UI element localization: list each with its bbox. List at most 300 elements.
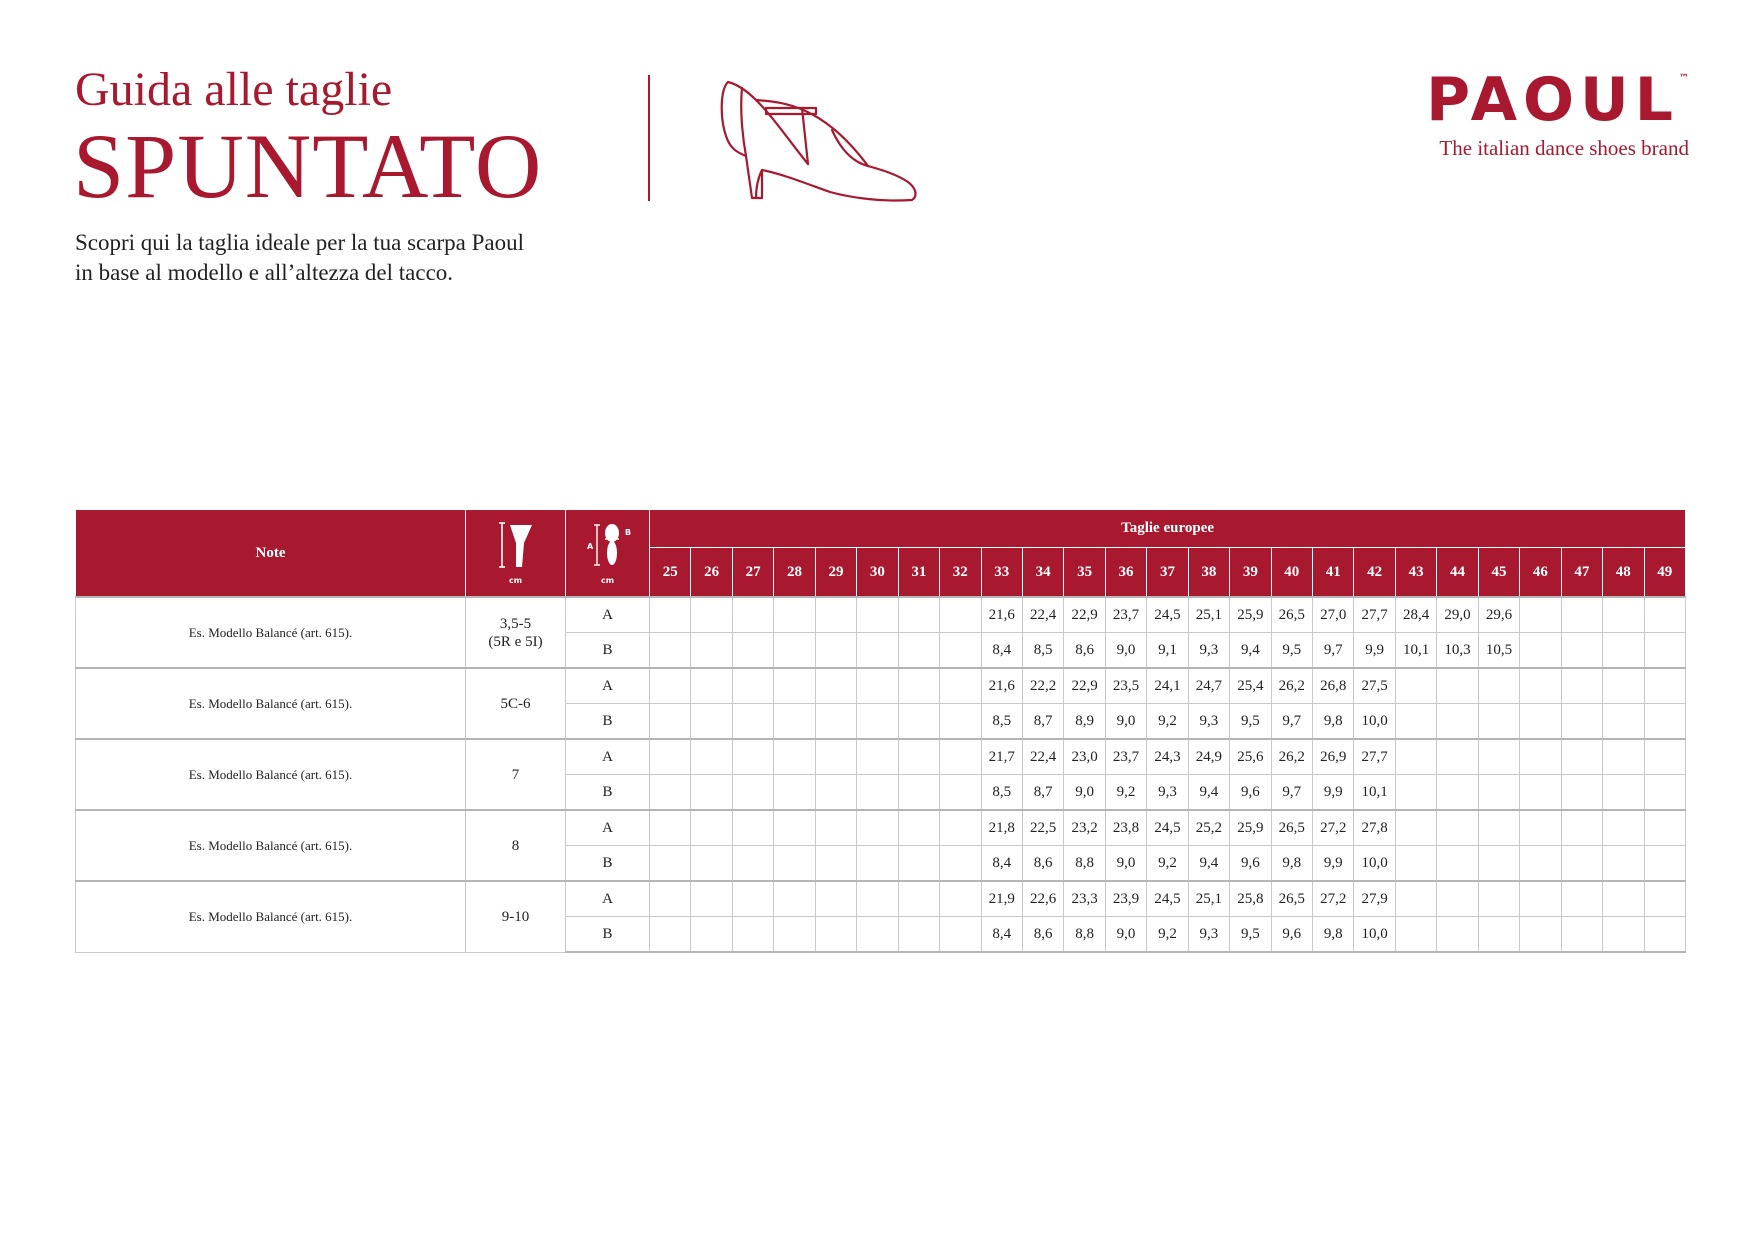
size-value-cell: 26,5: [1271, 597, 1312, 633]
size-value-cell: [1520, 775, 1561, 811]
size-value-cell: 25,1: [1188, 881, 1229, 917]
peep-toe-shoe-icon: [712, 78, 918, 204]
size-value-cell: 9,4: [1188, 775, 1229, 811]
size-value-cell: [857, 704, 898, 740]
size-value-cell: [691, 739, 732, 775]
size-value-cell: 28,4: [1395, 597, 1436, 633]
size-value-cell: 9,1: [1147, 633, 1188, 669]
size-value-cell: 9,3: [1188, 704, 1229, 740]
size-value-cell: [732, 810, 773, 846]
size-value-cell: 10,1: [1395, 633, 1436, 669]
size-value-cell: 9,6: [1230, 775, 1271, 811]
size-value-cell: 27,5: [1354, 668, 1395, 704]
size-value-cell: [1644, 846, 1686, 882]
size-value-cell: 21,6: [981, 668, 1022, 704]
size-value-cell: [650, 739, 691, 775]
size-value-cell: [1395, 846, 1436, 882]
size-value-cell: [774, 668, 815, 704]
size-value-cell: [1561, 704, 1602, 740]
size-value-cell: 21,7: [981, 739, 1022, 775]
size-value-cell: [857, 846, 898, 882]
size-value-cell: 24,3: [1147, 739, 1188, 775]
size-value-cell: [1395, 739, 1436, 775]
size-value-cell: 21,8: [981, 810, 1022, 846]
size-value-cell: [1395, 881, 1436, 917]
size-value-cell: [1561, 810, 1602, 846]
size-value-cell: 27,7: [1354, 739, 1395, 775]
size-value-cell: [1644, 739, 1686, 775]
note-cell: Es. Modello Balancé (art. 615).: [76, 668, 466, 739]
size-value-cell: 8,8: [1064, 846, 1105, 882]
size-value-cell: 25,1: [1188, 597, 1229, 633]
size-value-cell: [1437, 881, 1478, 917]
page-title: SPUNTATO: [73, 115, 543, 217]
size-value-cell: [732, 739, 773, 775]
size-value-cell: [898, 775, 939, 811]
measure-label-cell: B: [566, 917, 650, 953]
size-value-cell: [732, 704, 773, 740]
brand-tagline: The italian dance shoes brand: [1439, 136, 1689, 160]
size-value-cell: 25,9: [1230, 810, 1271, 846]
size-value-cell: [857, 917, 898, 953]
size-value-cell: 24,7: [1188, 668, 1229, 704]
size-value-cell: 9,4: [1188, 846, 1229, 882]
size-value-cell: 24,5: [1147, 881, 1188, 917]
size-value-cell: [898, 704, 939, 740]
size-value-cell: [857, 597, 898, 633]
size-value-cell: [940, 775, 981, 811]
size-value-cell: 27,7: [1354, 597, 1395, 633]
header-divider: [648, 75, 650, 201]
size-value-cell: [691, 668, 732, 704]
size-value-cell: [1603, 846, 1644, 882]
size-value-cell: [1561, 739, 1602, 775]
heel-height-header: [466, 510, 566, 598]
heel-height-cell: [466, 810, 566, 881]
size-value-cell: [691, 775, 732, 811]
size-value-cell: [650, 881, 691, 917]
size-value-cell: 29,6: [1478, 597, 1519, 633]
heel-height-icon: [498, 521, 534, 569]
size-value-cell: [1603, 704, 1644, 740]
size-value-cell: [1644, 704, 1686, 740]
size-value-cell: [732, 597, 773, 633]
table-row: [76, 881, 1686, 917]
intro-line-2: in base al modello e all’altezza del tacco.: [75, 260, 454, 285]
size-value-cell: [1520, 917, 1561, 953]
size-value-cell: 25,8: [1230, 881, 1271, 917]
size-header-41: 41: [1313, 548, 1354, 598]
size-value-cell: [1437, 704, 1478, 740]
size-value-cell: 22,9: [1064, 668, 1105, 704]
size-value-cell: 22,6: [1022, 881, 1063, 917]
note-header: Note: [76, 510, 466, 598]
size-value-cell: [1644, 633, 1686, 669]
size-header-30: 30: [857, 548, 898, 598]
size-value-cell: 9,8: [1313, 704, 1354, 740]
table-row: [76, 739, 1686, 775]
size-value-cell: [1395, 810, 1436, 846]
size-value-cell: [732, 881, 773, 917]
size-value-cell: [1561, 597, 1602, 633]
size-value-cell: [857, 668, 898, 704]
size-value-cell: 23,2: [1064, 810, 1105, 846]
measure-label-cell: A: [566, 810, 650, 846]
size-value-cell: 8,7: [1022, 775, 1063, 811]
size-value-cell: 9,2: [1147, 846, 1188, 882]
size-value-cell: [898, 881, 939, 917]
size-value-cell: [1644, 881, 1686, 917]
size-value-cell: 9,6: [1230, 846, 1271, 882]
size-value-cell: [732, 917, 773, 953]
size-header-46: 46: [1520, 548, 1561, 598]
size-value-cell: [691, 810, 732, 846]
size-value-cell: 9,7: [1271, 704, 1312, 740]
size-value-cell: 27,2: [1313, 810, 1354, 846]
foot-measure-icon: [583, 521, 633, 569]
size-value-cell: 9,0: [1064, 775, 1105, 811]
size-value-cell: [1520, 881, 1561, 917]
measure-label-cell: A: [566, 881, 650, 917]
size-value-cell: [1603, 597, 1644, 633]
size-value-cell: [940, 739, 981, 775]
size-value-cell: 22,9: [1064, 597, 1105, 633]
size-value-cell: [940, 917, 981, 953]
size-header-45: 45: [1478, 548, 1519, 598]
size-value-cell: [1437, 810, 1478, 846]
size-header-25: 25: [650, 548, 691, 598]
heel-height-cell: [466, 881, 566, 952]
measure-label-cell: A: [566, 668, 650, 704]
size-value-cell: 9,3: [1188, 917, 1229, 953]
size-value-cell: [898, 633, 939, 669]
size-value-cell: [691, 917, 732, 953]
size-value-cell: 9,9: [1313, 775, 1354, 811]
size-value-cell: [940, 633, 981, 669]
size-value-cell: [815, 810, 856, 846]
size-value-cell: 25,2: [1188, 810, 1229, 846]
size-value-cell: 23,7: [1105, 739, 1146, 775]
size-value-cell: [940, 668, 981, 704]
size-value-cell: 27,0: [1313, 597, 1354, 633]
size-value-cell: [898, 597, 939, 633]
size-value-cell: [1520, 739, 1561, 775]
size-value-cell: [774, 810, 815, 846]
size-value-cell: [1478, 704, 1519, 740]
table-row: [76, 810, 1686, 846]
measure-label-cell: B: [566, 775, 650, 811]
heel-height-value: 9-10: [501, 908, 530, 925]
size-value-cell: [1395, 775, 1436, 811]
measure-label-cell: A: [566, 739, 650, 775]
size-value-cell: [815, 633, 856, 669]
measure-label-cell: A: [566, 597, 650, 633]
size-value-cell: 26,5: [1271, 881, 1312, 917]
size-value-cell: [1603, 739, 1644, 775]
size-value-cell: [691, 881, 732, 917]
size-value-cell: [774, 597, 815, 633]
size-value-cell: [940, 846, 981, 882]
size-header-38: 38: [1188, 548, 1229, 598]
size-value-cell: 8,4: [981, 917, 1022, 953]
size-value-cell: [1561, 668, 1602, 704]
brand-name: PAOUL: [1426, 65, 1679, 135]
size-value-cell: [650, 633, 691, 669]
heel-height-value: 8: [511, 837, 520, 854]
size-value-cell: 22,5: [1022, 810, 1063, 846]
size-value-cell: [1395, 917, 1436, 953]
size-value-cell: [1520, 633, 1561, 669]
size-header-33: 33: [981, 548, 1022, 598]
intro-line-1: Scopri qui la taglia ideale per la tua scarpa Paoul: [75, 230, 524, 255]
size-value-cell: 27,8: [1354, 810, 1395, 846]
size-value-cell: [1561, 775, 1602, 811]
size-value-cell: 9,3: [1188, 633, 1229, 669]
size-value-cell: [1478, 810, 1519, 846]
size-value-cell: 23,8: [1105, 810, 1146, 846]
size-value-cell: [940, 597, 981, 633]
size-value-cell: 25,4: [1230, 668, 1271, 704]
size-value-cell: [1437, 775, 1478, 811]
size-value-cell: [650, 668, 691, 704]
foot-unit-label: cm: [600, 576, 615, 585]
size-value-cell: [857, 739, 898, 775]
size-value-cell: [857, 810, 898, 846]
size-header-44: 44: [1437, 548, 1478, 598]
size-value-cell: 21,9: [981, 881, 1022, 917]
size-value-cell: 23,7: [1105, 597, 1146, 633]
heel-height-subvalue: (5R e 5I): [488, 633, 543, 650]
size-value-cell: [774, 846, 815, 882]
foot-measure-header: [566, 510, 650, 598]
size-value-cell: [1520, 846, 1561, 882]
size-value-cell: [691, 633, 732, 669]
size-value-cell: [898, 668, 939, 704]
size-value-cell: [732, 775, 773, 811]
size-value-cell: [1395, 668, 1436, 704]
brand-wordmark: [1426, 65, 1689, 135]
size-header-48: 48: [1603, 548, 1644, 598]
size-value-cell: [1395, 704, 1436, 740]
size-value-cell: 8,5: [1022, 633, 1063, 669]
size-value-cell: 8,5: [981, 775, 1022, 811]
size-value-cell: [898, 739, 939, 775]
size-value-cell: 9,3: [1147, 775, 1188, 811]
size-value-cell: 21,6: [981, 597, 1022, 633]
size-value-cell: 9,2: [1147, 917, 1188, 953]
intro-text: [75, 228, 524, 288]
size-value-cell: [815, 846, 856, 882]
size-value-cell: 25,9: [1230, 597, 1271, 633]
size-value-cell: 8,4: [981, 846, 1022, 882]
size-value-cell: [1644, 810, 1686, 846]
size-value-cell: 27,9: [1354, 881, 1395, 917]
size-value-cell: 9,0: [1105, 917, 1146, 953]
size-value-cell: [815, 704, 856, 740]
size-value-cell: 23,0: [1064, 739, 1105, 775]
size-value-cell: [1561, 633, 1602, 669]
size-value-cell: 9,2: [1105, 775, 1146, 811]
size-value-cell: [1478, 881, 1519, 917]
measure-label-cell: B: [566, 846, 650, 882]
size-value-cell: [691, 704, 732, 740]
size-value-cell: [940, 810, 981, 846]
size-header-40: 40: [1271, 548, 1312, 598]
measure-label-cell: B: [566, 704, 650, 740]
size-value-cell: 9,8: [1313, 917, 1354, 953]
size-value-cell: 8,5: [981, 704, 1022, 740]
size-table: [75, 509, 1686, 953]
size-value-cell: 22,4: [1022, 739, 1063, 775]
size-value-cell: [774, 739, 815, 775]
size-value-cell: 9,0: [1105, 704, 1146, 740]
size-header-35: 35: [1064, 548, 1105, 598]
heel-height-cell: [466, 597, 566, 668]
size-value-cell: [732, 633, 773, 669]
size-value-cell: [1478, 775, 1519, 811]
size-value-cell: [650, 775, 691, 811]
size-header-39: 39: [1230, 548, 1271, 598]
size-value-cell: 22,2: [1022, 668, 1063, 704]
size-header-27: 27: [732, 548, 773, 598]
size-value-cell: 24,9: [1188, 739, 1229, 775]
size-value-cell: [774, 633, 815, 669]
size-value-cell: 26,5: [1271, 810, 1312, 846]
note-cell: Es. Modello Balancé (art. 615).: [76, 739, 466, 810]
size-value-cell: [650, 810, 691, 846]
size-value-cell: [1603, 775, 1644, 811]
size-value-cell: [774, 775, 815, 811]
size-header-49: 49: [1644, 548, 1686, 598]
size-header-32: 32: [940, 548, 981, 598]
size-value-cell: 8,8: [1064, 917, 1105, 953]
size-header-42: 42: [1354, 548, 1395, 598]
size-value-cell: 26,8: [1313, 668, 1354, 704]
size-header-26: 26: [691, 548, 732, 598]
size-value-cell: 27,2: [1313, 881, 1354, 917]
size-header-31: 31: [898, 548, 939, 598]
size-value-cell: 9,9: [1354, 633, 1395, 669]
size-value-cell: 9,5: [1271, 633, 1312, 669]
size-value-cell: [1644, 597, 1686, 633]
size-value-cell: [1478, 917, 1519, 953]
size-value-cell: 26,2: [1271, 668, 1312, 704]
size-value-cell: [815, 917, 856, 953]
size-value-cell: [1478, 739, 1519, 775]
size-value-cell: 9,0: [1105, 846, 1146, 882]
size-value-cell: 10,0: [1354, 704, 1395, 740]
size-value-cell: [650, 846, 691, 882]
size-value-cell: 10,1: [1354, 775, 1395, 811]
size-value-cell: [774, 881, 815, 917]
heel-height-value: 7: [511, 766, 520, 783]
size-value-cell: 26,9: [1313, 739, 1354, 775]
size-value-cell: [1437, 846, 1478, 882]
size-value-cell: [1437, 917, 1478, 953]
size-value-cell: 24,5: [1147, 597, 1188, 633]
size-value-cell: [857, 881, 898, 917]
size-value-cell: [815, 775, 856, 811]
size-value-cell: [732, 846, 773, 882]
note-cell: Es. Modello Balancé (art. 615).: [76, 597, 466, 668]
size-value-cell: [650, 917, 691, 953]
size-value-cell: 9,5: [1230, 917, 1271, 953]
size-value-cell: [1603, 917, 1644, 953]
size-value-cell: [1520, 704, 1561, 740]
size-value-cell: 9,7: [1271, 775, 1312, 811]
table-row: [76, 597, 1686, 633]
size-value-cell: 10,3: [1437, 633, 1478, 669]
heel-height-cell: [466, 739, 566, 810]
size-value-cell: [1437, 668, 1478, 704]
size-value-cell: 8,4: [981, 633, 1022, 669]
size-value-cell: 8,9: [1064, 704, 1105, 740]
size-value-cell: 8,6: [1022, 846, 1063, 882]
size-value-cell: [1561, 846, 1602, 882]
size-value-cell: [774, 704, 815, 740]
size-value-cell: [1603, 881, 1644, 917]
size-value-cell: [815, 739, 856, 775]
size-value-cell: [1644, 775, 1686, 811]
size-value-cell: [1603, 633, 1644, 669]
size-value-cell: [1603, 810, 1644, 846]
size-value-cell: 23,9: [1105, 881, 1146, 917]
size-value-cell: [1644, 917, 1686, 953]
size-value-cell: 25,6: [1230, 739, 1271, 775]
size-value-cell: 9,8: [1271, 846, 1312, 882]
size-value-cell: [774, 917, 815, 953]
size-value-cell: 10,5: [1478, 633, 1519, 669]
size-value-cell: [1644, 668, 1686, 704]
size-value-cell: [1520, 597, 1561, 633]
size-value-cell: [732, 668, 773, 704]
foot-icon-b: B: [624, 528, 631, 537]
size-value-cell: 10,0: [1354, 846, 1395, 882]
size-header-28: 28: [774, 548, 815, 598]
note-cell: Es. Modello Balancé (art. 615).: [76, 881, 466, 952]
size-header-43: 43: [1395, 548, 1436, 598]
size-value-cell: [1478, 668, 1519, 704]
size-value-cell: 24,1: [1147, 668, 1188, 704]
size-value-cell: [691, 846, 732, 882]
table-row: [76, 668, 1686, 704]
size-table-body: [76, 597, 1686, 952]
size-value-cell: 29,0: [1437, 597, 1478, 633]
size-value-cell: 23,5: [1105, 668, 1146, 704]
european-sizes-header: Taglie europee: [650, 510, 1686, 548]
size-value-cell: 8,6: [1022, 917, 1063, 953]
size-value-cell: [857, 775, 898, 811]
size-value-cell: [940, 881, 981, 917]
heel-unit-label: cm: [508, 576, 523, 585]
size-value-cell: 9,6: [1271, 917, 1312, 953]
size-value-cell: [815, 881, 856, 917]
size-value-cell: 9,9: [1313, 846, 1354, 882]
note-cell: Es. Modello Balancé (art. 615).: [76, 810, 466, 881]
size-value-cell: 10,0: [1354, 917, 1395, 953]
size-value-cell: 8,7: [1022, 704, 1063, 740]
size-value-cell: [815, 597, 856, 633]
size-value-cell: [898, 810, 939, 846]
size-value-cell: [650, 597, 691, 633]
size-value-cell: [898, 846, 939, 882]
size-value-cell: 9,2: [1147, 704, 1188, 740]
size-value-cell: [1603, 668, 1644, 704]
trademark-symbol: ™: [1679, 73, 1689, 84]
heel-height-value: 5C-6: [500, 695, 531, 712]
size-value-cell: 26,2: [1271, 739, 1312, 775]
size-value-cell: 9,7: [1313, 633, 1354, 669]
